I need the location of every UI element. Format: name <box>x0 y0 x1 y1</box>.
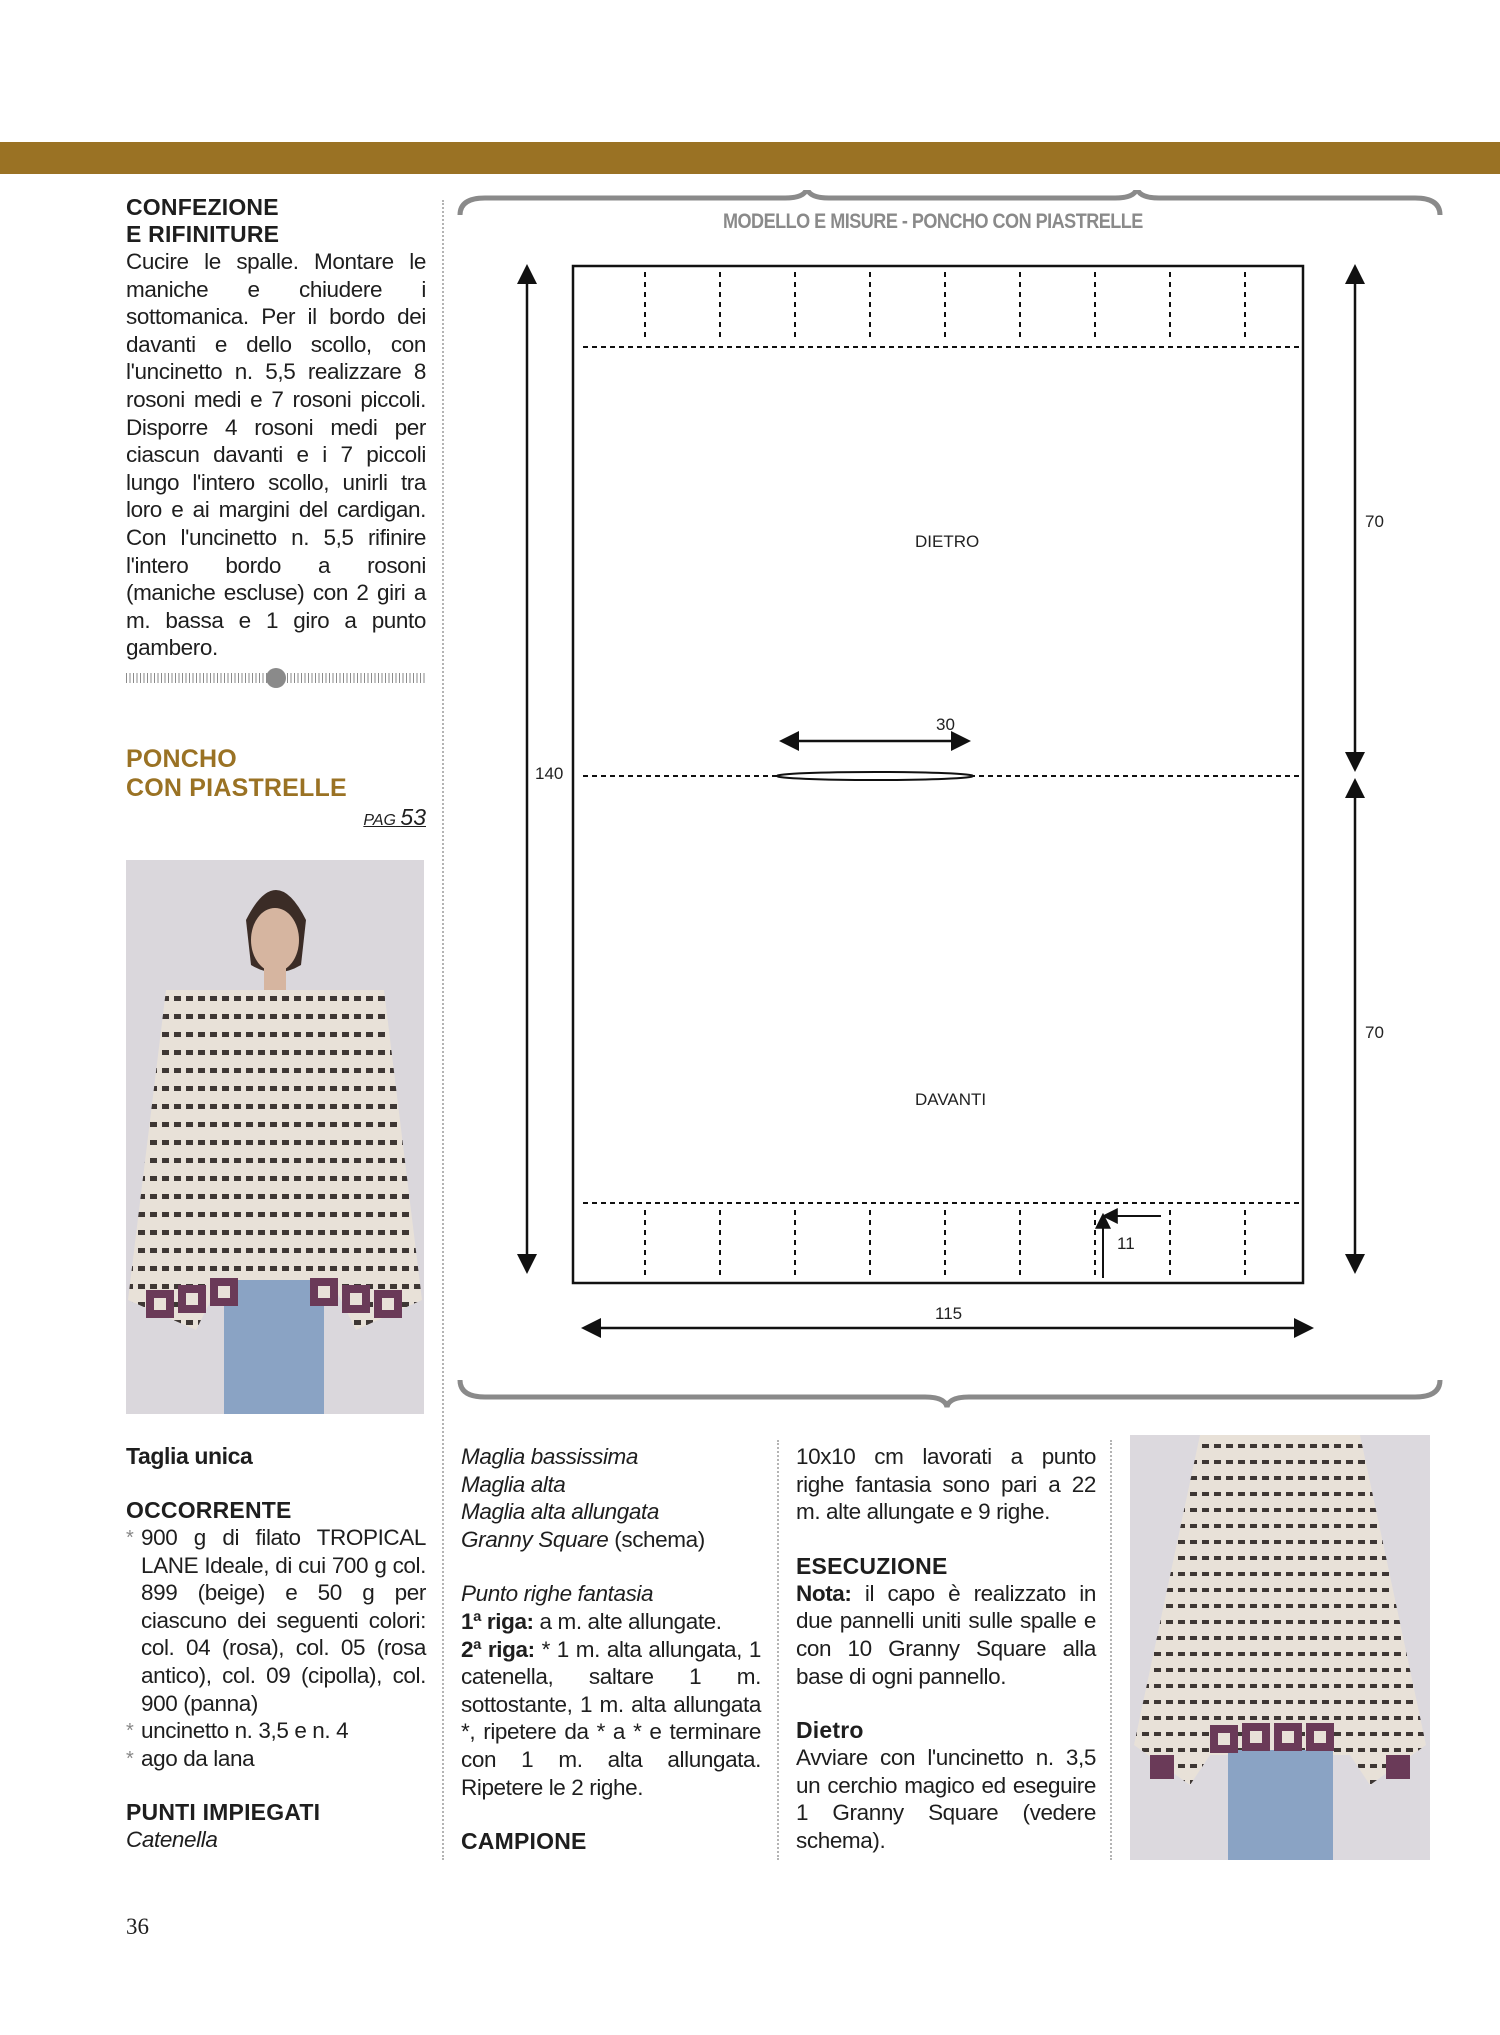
note-text: il capo è realizzato in due pannelli uniti sulle spalle e con 10 Granny Square alla base di ogni pannello. <box>796 1580 1096 1689</box>
dim-total-height: 140 <box>535 764 564 783</box>
section-divider-ornament <box>126 668 426 688</box>
dim-upper-half: 70 <box>1365 512 1384 531</box>
row1-text: a m. alte allungate. <box>539 1608 722 1634</box>
finishing-heading-line2: E RIFINITURE <box>126 221 280 247</box>
finishing-section <box>126 194 426 662</box>
label-front: DAVANTI <box>915 1090 987 1109</box>
size-heading: Taglia unica <box>126 1443 253 1469</box>
diagram-bottom-bracket <box>460 1380 1440 1407</box>
stitches-heading: PUNTI IMPIEGATI <box>126 1799 321 1826</box>
note-paragraph <box>796 1580 1096 1690</box>
note-label: Nota: <box>796 1580 852 1606</box>
diagram-title: MODELLO E MISURE - PONCHO CON PIASTRELLE <box>723 210 1143 233</box>
back-text: Avviare con l'uncinetto n. 3,5 un cerchio magico ed eseguire 1 Granny Square (vedere schema). <box>796 1745 1096 1853</box>
model-photo-front <box>126 860 424 1414</box>
granny-note: (schema) <box>614 1526 705 1552</box>
stitch-item: Maglia alta allungata <box>461 1499 659 1525</box>
pattern-name: Punto righe fantasia <box>461 1581 654 1607</box>
column-divider <box>777 1440 779 1860</box>
finishing-text: Cucire le spalle. Montare le maniche e chiudere i sottomanica. Per il bordo dei davanti e dello scollo, con l'uncinetto n. 5,5 realizzare 8 rosoni medi e 7 rosoni piccoli. Disporre 4 rosoni medi per ciascun davanti e i 7 piccoli lungo l'intero scollo, unirli tra loro e ai margini del cardigan. Con l'uncinetto n. 5,5 rifinire l'intero bordo a rosoni (maniche escluse) con 2 giri a m. bassa e 1 giro a punto gambero. <box>126 249 426 661</box>
measurement-diagram <box>455 190 1455 1420</box>
dim-lower-half: 70 <box>1365 1023 1384 1042</box>
dim-neck: 30 <box>936 715 955 734</box>
header-color-band <box>0 142 1500 174</box>
row2-instruction <box>461 1636 761 1802</box>
stitch-item: Catenella <box>126 1827 218 1853</box>
stitch-item: Maglia alta <box>461 1471 566 1497</box>
page-reference-link[interactable] <box>126 804 426 831</box>
materials-list <box>126 1524 426 1772</box>
top-square-dividers <box>645 272 1245 340</box>
row1-label: 1ª riga: <box>461 1608 534 1634</box>
project-title-line2: CON PIASTRELLE <box>126 774 347 802</box>
row1-instruction <box>461 1608 761 1636</box>
project-title-block <box>126 745 426 831</box>
gauge-heading: CAMPIONE <box>461 1828 587 1855</box>
page-reference-label: PAG <box>363 812 396 829</box>
stitches-column <box>461 1443 761 1855</box>
page-number: 36 <box>126 1914 149 1939</box>
gauge-text: 10x10 cm lavorati a punto righe fantasia sono pari a 22 m. alte allungate e 9 righe. <box>796 1444 1096 1525</box>
neck-opening <box>777 772 973 780</box>
label-back: DIETRO <box>915 532 980 551</box>
materials-heading: OCCORRENTE <box>126 1497 292 1523</box>
dim-square: 11 <box>1117 1234 1135 1253</box>
model-photo-back <box>1130 1435 1430 1860</box>
stitch-item-granny <box>461 1526 761 1554</box>
granny-label: Granny Square <box>461 1526 609 1552</box>
column-divider <box>442 200 444 1860</box>
materials-item: * 900 g di filato TROPICAL LANE Ideale, di cui 700 g col. 899 (beige) e 50 g per ciascuno dei seguenti colori: col. 04 (rosa), col. 05 (rosa antico), col. 09 (cipolla), col. 900 (panna) <box>126 1524 426 1717</box>
project-title-line1: PONCHO <box>126 745 237 773</box>
finishing-heading-line1: CONFEZIONE <box>126 194 279 220</box>
materials-item: * uncinetto n. 3,5 e n. 4 <box>126 1717 426 1745</box>
dim-width: 115 <box>935 1304 963 1323</box>
execution-column <box>796 1443 1096 1855</box>
row2-label: 2ª riga: <box>461 1636 535 1662</box>
bottom-square-dividers <box>645 1210 1245 1278</box>
page-reference-number: 53 <box>400 804 426 830</box>
back-heading: Dietro <box>796 1717 864 1744</box>
column-divider <box>1110 1440 1112 1860</box>
materials-column <box>126 1443 426 1854</box>
stitch-item: Maglia bassissima <box>461 1444 639 1469</box>
materials-item: * ago da lana <box>126 1745 426 1773</box>
row2-text: * 1 m. alta allungata, 1 catenella, saltare 1 m. sottostante, 1 m. alta allungata *, ripetere da * a * e terminare con 1 m. alta allungata. Ripetere le 2 righe. <box>461 1636 762 1800</box>
execution-heading: ESECUZIONE <box>796 1552 948 1579</box>
